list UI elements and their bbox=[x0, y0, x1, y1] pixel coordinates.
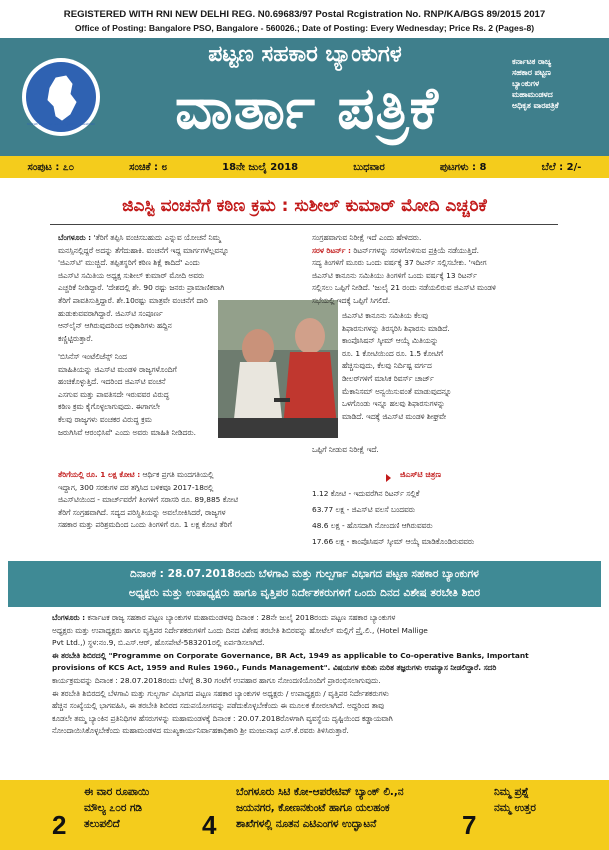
volume: ಸಂಪುಟ : ೭೦ bbox=[27, 161, 75, 173]
article-col2-mid: ಜಿಎಸ್‌ಟಿ ಕಾನೂನು ಸಮಿತಿಯ ಕೆಲವು ಶಿಫಾರಸುಗಳನ್ನು ತಿರಸ್ಕರಿಸಿ ಶಿಫಾರಸು ಮಾಡಿದೆ. ಕಾಂಪೊಸಿಷನ್ ಸ್ಕೀಮ್ ಆಯ್ಕೆ ಮಿತಿಯನ್ನು ರೂ. 1 ಕೋಟಿಯಿಂದ ರೂ. 1.5 ಕೋಟಿಗೆ ಹೆಚ್ಚಿಸುವುದು, ಕೆಲವು ನಿರ್ದಿಷ್ಟ ವರ್ಗದ ಡೀಲರ್‌ಗಳಿಗೆ ಮಾಸಿಕ ರಿವರ್ಸ್ ಚಾರ್ಜ್ ಮೆಕಾನಿಸಮ್ ಅನ್ವಯಿಸುವಂತೆ ಮಾಡುವುದನ್ನೂ ಒಳಗೊಂಡು ಇನ್ನೂ ಹಲವು ಶಿಫಾರಸುಗಳನ್ನು ಮಾಡಿದೆ. ಇದಕ್ಕೆ ಜಿಎಸ್‌ಟಿ ಮಂಡಳಿ ಶೀಘ್ರವೇ bbox=[342, 311, 452, 421]
masthead-subtitle: ಪಟ್ಟಣ ಸಹಕಾರ ಬ್ಯಾಂಕುಗಳ bbox=[208, 42, 402, 67]
association-logo bbox=[22, 58, 100, 136]
page-count: ಪುಟಗಳು : 8 bbox=[439, 161, 487, 173]
posting-line: Office of Posting: Bangalore PSO, Bangalore - 560026.; Date of Posting: Every Wednesday; Price Rs. 2 (Pages-8) bbox=[74, 23, 535, 33]
issue-number: ಸಂಚಿಕೆ : ೮ bbox=[129, 161, 168, 173]
footer-page-number: 4 bbox=[202, 810, 217, 840]
footer-teaser[interactable]: ಈ ವಾರ ರೂಪಾಯಿ ಮೌಲ್ಯ ೭೦ರ ಗಡಿ ತಲುಪಲಿದೆ bbox=[84, 786, 150, 830]
inside-pages-footer bbox=[0, 780, 609, 850]
main-headline: ಜಿಎಸ್ಟಿ ವಂಚನೆಗೆ ಕಠಿಣ ಕ್ರಮ : ಸುಶೀಲ್ ಕುಮಾರ್ ಮೋದಿ ಎಚ್ಚರಿಕೆ bbox=[122, 196, 487, 216]
masthead-title: ವಾರ್ತಾ ಪತ್ರಿಕೆ bbox=[175, 74, 439, 142]
price: ಬೆಲೆ : 2/- bbox=[541, 161, 582, 173]
issue-info-bar bbox=[0, 156, 609, 178]
footer-teaser[interactable]: ನಿಮ್ಮ ಪ್ರಶ್ನೆ ನಮ್ಮ ಉತ್ತರ bbox=[494, 786, 536, 814]
footer-page-number: 7 bbox=[462, 810, 477, 840]
article-col1-mid: 'ಬಿಸಿನೆಸ್ ಇಂಟೆಲಿಜೆನ್ಸ್ ನಿಂದ ಮಾಹಿತಿಯನ್ನು ಜಿಎಸ್‌ಟಿ ಮಂಡಳಿ ರಾಜ್ಯಗಳೊಂದಿಗೆ ಹಂಚಿಕೊಳ್ಳುತ್ತಿದೆ. ಇದರಿಂದ ಜಿಎಸ್‌ಟಿ ವಂಚನೆ ಎಸಗುವ ಮತ್ತು ಪಾವತಿಸದೇ ಇರುವವರ ವಿರುದ್ಧ ಕಠಿಣ ಕ್ರಮ ಕೈಗೊಳ್ಳಲಾಗುವುದು. ಈಗಾಗಲೇ ಕೆಲವು ರಾಜ್ಯಗಳು ವಂಚಕರ ವಿರುದ್ಧ ಕ್ರಮ ಜರುಗಿಸಿವೆ ಆರಂಭಿಸಿವೆ' ಎಂದು ಅವರು ಮಾಹಿತಿ ನೀಡಿದರು. bbox=[58, 352, 196, 437]
stats-list: 1.12 ಕೋಟಿ - ಇದುವರೆಗಿನ ರಿಟರ್ನ್ ಸಲ್ಲಿಕೆ 63.77 ಲಕ್ಷ - ಜಿಎಸ್‌ಟಿ ವಲಸೆ ಬಂದವರು 48.6 ಲಕ್ಷ - ಹೊಸದಾಗಿ ನೋಂದಣಿ ಆಗಿರುವವರು 17.66 ಲಕ್ಷ - ಕಾಂಪೊಸಿಷನ್ ಸ್ಕೀಮ್ ಆಯ್ಕೆ ಮಾಡಿಕೊಂಡಿರುವವರು bbox=[312, 489, 475, 546]
training-notice-text: ಬೆಂಗಳೂರು : ಕರ್ನಾಟಕ ರಾಜ್ಯ ಸಹಕಾರ ಪಟ್ಟಣ ಬ್ಯಾಂಕುಗಳ ಮಹಾಮಂಡಳವು ದಿನಾಂಕ : 28ನೇ ಜುಲೈ 2018ರಂದು ಪಟ್ಟಣ ಸಹಕಾರ ಬ್ಯಾಂಕುಗಳ ಅಧ್ಯಕ್ಷರು ಮತ್ತು ಉಪಾಧ್ಯಕ್ಷರು ಹಾಗೂ ವೃತ್ತಿಪರ ನಿರ್ದೇಶಕರುಗಳಿಗೆ ಒಂದು ದಿನದ ವಿಶೇಷ ತರಬೇತಿ ಶಿಬಿರವನ್ನು ಹೋಟೆಲ್ ಮಲ್ಲಿಗೆ ಪ್ರೈ.ಲಿ., (Hotel Mallige Pvt Ltd.,) ಸ್ಥಳ:ನಂ.9, ಬಿ.ಎಸ್.ಆರ್, ಹೊಸಪೇಟೆ-583201ರಲ್ಲಿ ಏರ್ಪಡಿಸಲಾಗಿದೆ. ಈ ತರಬೇತಿ ಶಿಬಿರದಲ್ಲಿ "Programme on Corporate Governance, BR Act, 1949 as applicable to Co-operative Banks, Important provisions of KCS Act, 1959 and Rules 1960., Funds Management". ವಿಷಯಗಳ ಕುರಿತು ನುರಿತ ತಜ್ಞರುಗಳು ಉಪನ್ಯಾಸ ನೀಡಲಿದ್ದಾರೆ. ಸದರಿ ಕಾರ್ಯಕ್ರಮವನ್ನು ದಿನಾಂಕ : 28.07.2018ರಂದು ಬೆಳಗ್ಗೆ 8.30 ಗಂಟೆಗೆ ಉಪಹಾರ ಹಾಗೂ ನೋಂದಣಿಯೊಂದಿಗೆ ಪ್ರಾರಂಭಿಸಲಾಗುವುದು. ಈ ತರಬೇತಿ ಶಿಬಿರದಲ್ಲಿ ಬೆಳಗಾವಿ ಮತ್ತು ಗುಲ್ಬರ್ಗಾ ವಿಭಾಗದ ಪಟ್ಟಣ ಸಹಕಾರ ಬ್ಯಾಂಕುಗಳ ಅಧ್ಯಕ್ಷರು / ಉಪಾಧ್ಯಕ್ಷರು / ವೃತ್ತಿಪರ ನಿರ್ದೇಶಕರುಗಳು ಹೆಚ್ಚಿನ ಸಂಖ್ಯೆಯಲ್ಲಿ ಭಾಗವಹಿಸಿ, ಈ ತರಬೇತಿ ಶಿಬಿರದ ಸದುಪಯೋಗವನ್ನು ಪಡೆದುಕೊಳ್ಳಬೇಕೆಂದು ಈ ಮೂಲಕ ಕೋರಲಾಗಿದೆ. ಅದ್ದರಿಂದ ತಾವು ಕೂಡಲೇ ತಮ್ಮ ಬ್ಯಾಂಕಿನ ಪ್ರತಿನಿಧಿಗಳ ಹೆಸರುಗಳನ್ನು ಮಹಾಮಂಡಳಕ್ಕೆ ದಿನಾಂಕ : 20.07.2018ರೊಳಗಾಗಿ ವ್ಯವಸ್ಥೆಯ ದೃಷ್ಟಿಯಿಂದ ಕಡ್ಡಾಯವಾಗಿ ನೋಂದಾಯಿಸಿಕೊಳ್ಳಬೇಕೆಂದು ಮಹಾಮಂಡಳದ ಮುಖ್ಯಕಾರ್ಯನಿರ್ವಾಹಕಾಧಿಕಾರಿ ಶ್ರೀ ಮಂಜುನಾಥ ಎಸ್.ಕೆ.ರವರು ತಿಳಿಸಿರುತ್ತಾರೆ. bbox=[52, 613, 529, 736]
article-col1-top: ಬೆಂಗಳೂರು : 'ತೆರಿಗೆ ತಪ್ಪಿಸಿ ವಂಚಿಸಬಹುದು ಎನ್ನುವ ಯೋಚನೆ ನಿಮ್ಮ ಮನಸ್ಸಿನಲ್ಲಿದ್ದರೆ ಅದನ್ನು ತೆಗೆದುಹಾಕಿ. ವಂಚನೆಗೆ ಇದ್ದ ಮಾರ್ಗಗಳೆಲ್ಲವನ್ನೂ 'ಜಿಎಸ್‌ಟಿ' ಮುಚ್ಚಿದೆ. ತಪ್ಪಿತಸ್ಥರಿಗೆ ಕಠಿಣ ಶಿಕ್ಷೆ ಕಾದಿದೆ' ಎಂದು ಜಿಎಸ್‌ಟಿ ಸಮಿತಿಯ ಅಧ್ಯಕ್ಷ ಸುಶೀಲ್ ಕುಮಾರ್ ಮೋದಿ ಅವರು ಎಚ್ಚರಿಕೆ ನೀಡಿದ್ದಾರೆ. 'ದೇಶದಲ್ಲಿ ಶೇ. 90 ರಷ್ಟು ಜನರು ಪ್ರಾಮಾಣಿಕವಾಗಿ ತೆರಿಗೆ ಪಾವತಿಸುತ್ತಿದ್ದಾರೆ. ಶೇ.10ರಷ್ಟು ಮಾತ್ರವೇ ವಂಚನೆಗೆ ದಾರಿ ಹುಡುಕುವವರಾಗಿದ್ದಾರೆ. ಜಿಎಸ್‌ಟಿ ಸಂಪೂರ್ಣ ಆನ್‌ಲೈನ್ ಆಗಿರುವುದರಿಂದ ಅಧಿಕಾರಿಗಳು ಹದ್ದಿನ ಕಣ್ಣಿಟ್ಟಿರುತ್ತಾರೆ. bbox=[58, 233, 229, 343]
stats-bullet-icon bbox=[386, 474, 391, 482]
logo-ring-text: ಕರ್ನಾಟಕ ರಾಜ್ಯ ಪಟ್ಟಣ ಸಹಕಾರ ಬ್ಯಾಂಕುಗಳ ಮಹಾಮಂಡಳ bbox=[26, 122, 96, 126]
training-camp-banner: ದಿನಾಂಕ : 28.07.2018ರಂದು ಬೆಳಗಾವಿ ಮತ್ತು ಗುಲ್ಬರ್ಗಾ ವಿಭಾಗದ ಪಟ್ಟಣ ಸಹಕಾರ ಬ್ಯಾಂಕುಗಳ ಅಧ್ಯಕ್ಷರು ಮತ್ತು ಉಪಾಧ್ಯಕ್ಷರು ಹಾಗೂ ವೃತ್ತಿಪರ ನಿರ್ದೇಶಕರುಗಳಿಗೆ ಒಂದು ದಿನದ ವಿಶೇಷ ತರಬೇತಿ ಶಿಬಿರ bbox=[8, 561, 601, 607]
masthead bbox=[0, 38, 609, 156]
article-photo bbox=[218, 300, 338, 438]
article-col2-closing: ಒಪ್ಪಿಗೆ ನೀಡುವ ನಿರೀಕ್ಷೆ ಇದೆ. bbox=[312, 445, 379, 454]
issue-date: 18ನೇ ಜುಲೈ 2018 bbox=[222, 161, 299, 173]
stats-title: ಜಿಎಸ್‌ಟಿ ಚಿತ್ರಣ bbox=[400, 470, 441, 479]
headline-underline bbox=[50, 224, 558, 225]
registration-line: REGISTERED WITH RNI NEW DELHI REG. N0.69683/97 Postal Rcgistration No. RNP/KA/BGS 89/2015 2017 bbox=[63, 9, 546, 20]
article-col1-bottom: ತೆರಿಗೆಯಲ್ಲಿ ರೂ. 1 ಲಕ್ಷ ಕೋಟಿ : ಆರ್ಥಿಕ ಪ್ರಗತಿ ಮಂದಗತಿಯಲ್ಲಿ ಇದ್ದಾಗ, 300 ಸರಕುಗಳ ದರ ತಗ್ಗಿಸಿದ ಬಳಿಕವೂ 2017-18ರಲ್ಲಿ ಜಿಎಸ್‌ಟಿಯಿಂದ - ಮಾರ್ಚ್‌ವರೆಗೆ ತಿಂಗಳಿಗೆ ಸರಾಸರಿ ರೂ. 89,885 ಕೋಟಿ ತೆರಿಗೆ ಸಂಗ್ರಹವಾಗಿದೆ. ಸದ್ಯದ ಪರಿಸ್ಥಿತಿಯನ್ನು ಅವಲೋಕಿಸಿದರೆ, ರಾಜ್ಯಗಳ ಸಹಕಾರ ಮತ್ತು ಪರಿಶ್ರಮದಿಂದ ಒಂದು ತಿಂಗಳಿಗೆ ರೂ. 1 ಲಕ್ಷ ಕೋಟಿ ತೆರಿಗೆ bbox=[58, 470, 239, 530]
footer-teaser[interactable]: ಬೆಂಗಳೂರು ಸಿಟಿ ಕೋ-ಆಪರೇಟಿವ್ ಬ್ಯಾಂಕ್ ಲಿ.,ನ ಜಯನಗರ, ಕೋಣನಕುಂಟೆ ಹಾಗೂ ಯಲಹಂಕ ಶಾಖೆಗಳಲ್ಲಿ ನೂತನ ಎಟಿಎಂಗಳ ಉದ್ಘಾಟನೆ bbox=[236, 786, 404, 830]
weekday: ಬುಧವಾರ bbox=[353, 161, 385, 173]
article-col2-top: ಸಂಗ್ರಹವಾಗುವ ನಿರೀಕ್ಷೆ ಇದೆ ಎಂದು ಹೇಳಿದರು. ಸರಳ ರಿಟರ್ನ್ : ರಿಟರ್ನ್‌ಗಳನ್ನು ಸರಳಗೊಳಿಸುವ ಪ್ರಕ್ರಿಯೆ ನಡೆಯುತ್ತಿದೆ. ಸದ್ಯ ತಿಂಗಳಿಗೆ ಮೂರು ಒಂದು ವರ್ಷಕ್ಕೆ 37 ರಿಟರ್ನ್ ಸಲ್ಲಿಸಬೇಕು. 'ಇದೀಗ ಜಿಎಸ್‌ಟಿ ಕಾನೂನು ಸಮಿತಿಯು ತಿಂಗಳಿಗೆ ಒಂದು ವರ್ಷಕ್ಕೆ 13 ರಿಟರ್ನ್ ಸಲ್ಲಿಸಲು ಒಪ್ಪಿಗೆ ನೀಡಿದೆ. 'ಜುಲೈ 21 ರಂದು ನಡೆಯಲಿರುವ ಜಿಎಸ್‌ಟಿ ಮಂಡಳಿ ಸಭೆಯಲ್ಲಿ ಇದಕ್ಕೆ ಒಪ್ಪಿಗೆ ಸಿಗಲಿದೆ. bbox=[312, 233, 497, 305]
masthead-side-text: ಕರ್ನಾಟಕ ರಾಜ್ಯ ಸಹಕಾರ ಪಟ್ಟಣ ಬ್ಯಾಂಕುಗಳ ಮಹಾಮಂಡಳದ ಅಧಿಕೃತ ವಾರಪತ್ರಿಕೆ bbox=[512, 57, 559, 110]
footer-page-number: 2 bbox=[52, 810, 67, 840]
